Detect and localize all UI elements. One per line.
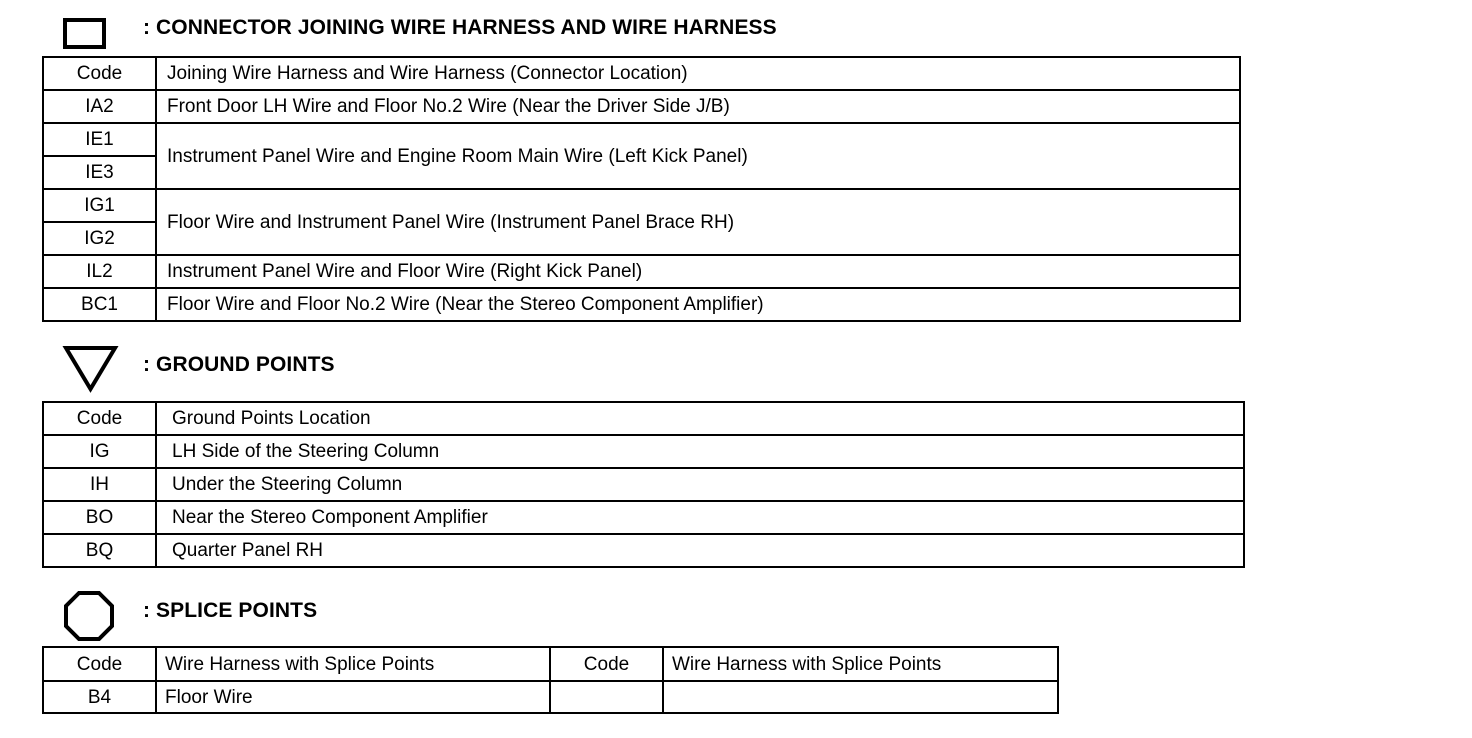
code-header: Code: [43, 57, 156, 90]
connector-location: Instrument Panel Wire and Engine Room Main Wire (Left Kick Panel): [156, 123, 1240, 189]
table-row: [43, 534, 1244, 567]
code-header-2: Code: [550, 647, 663, 681]
table-row: [43, 468, 1244, 501]
octagon-icon: [62, 589, 116, 643]
connector-location: Floor Wire and Floor No.2 Wire (Near the Stereo Component Amplifier): [156, 288, 1240, 321]
connector-location: Floor Wire and Instrument Panel Wire (Instrument Panel Brace RH): [156, 189, 1240, 255]
triangle-down-icon: [62, 344, 120, 394]
location-header: Joining Wire Harness and Wire Harness (Connector Location): [156, 57, 1240, 90]
code-header: Code: [43, 402, 156, 435]
splices-section-title: : SPLICE POINTS: [143, 599, 318, 622]
ground-location: LH Side of the Steering Column: [156, 435, 1244, 468]
location-header: Ground Points Location: [156, 402, 1244, 435]
table-row: [43, 501, 1244, 534]
ground-code: BQ: [43, 534, 156, 567]
splice-code-2: [550, 681, 663, 713]
connectors-table: [42, 56, 1241, 322]
connector-location: Front Door LH Wire and Floor No.2 Wire (Near the Driver Side J/B): [156, 90, 1240, 123]
splice-harness: Floor Wire: [156, 681, 550, 713]
table-row: [43, 288, 1240, 321]
code-header: Code: [43, 647, 156, 681]
splices-table: [42, 646, 1059, 714]
grounds-section-title: : GROUND POINTS: [143, 353, 335, 376]
connector-code: IA2: [43, 90, 156, 123]
harness-header-2: Wire Harness with Splice Points: [663, 647, 1058, 681]
ground-location: Quarter Panel RH: [156, 534, 1244, 567]
table-header-row: [43, 402, 1244, 435]
table-row: [43, 189, 1240, 222]
connector-code: IL2: [43, 255, 156, 288]
connector-code: BC1: [43, 288, 156, 321]
ground-code: IH: [43, 468, 156, 501]
table-header-row: [43, 647, 1058, 681]
table-header-row: [43, 57, 1240, 90]
table-row: [43, 255, 1240, 288]
splice-code: B4: [43, 681, 156, 713]
table-row: [43, 435, 1244, 468]
grounds-table: [42, 401, 1245, 568]
table-row: [43, 90, 1240, 123]
splice-harness-2: [663, 681, 1058, 713]
ground-location: Near the Stereo Component Amplifier: [156, 501, 1244, 534]
connectors-section-title: : CONNECTOR JOINING WIRE HARNESS AND WIRE HARNESS: [143, 16, 777, 39]
connector-location: Instrument Panel Wire and Floor Wire (Right Kick Panel): [156, 255, 1240, 288]
table-row: [43, 123, 1240, 156]
ground-location: Under the Steering Column: [156, 468, 1244, 501]
ground-code: BO: [43, 501, 156, 534]
connector-code: IG1: [43, 189, 156, 222]
harness-header: Wire Harness with Splice Points: [156, 647, 550, 681]
connector-code: IG2: [43, 222, 156, 255]
connector-code: IE1: [43, 123, 156, 156]
ground-code: IG: [43, 435, 156, 468]
square-icon: [62, 17, 108, 51]
table-row: [43, 681, 1058, 713]
connector-code: IE3: [43, 156, 156, 189]
